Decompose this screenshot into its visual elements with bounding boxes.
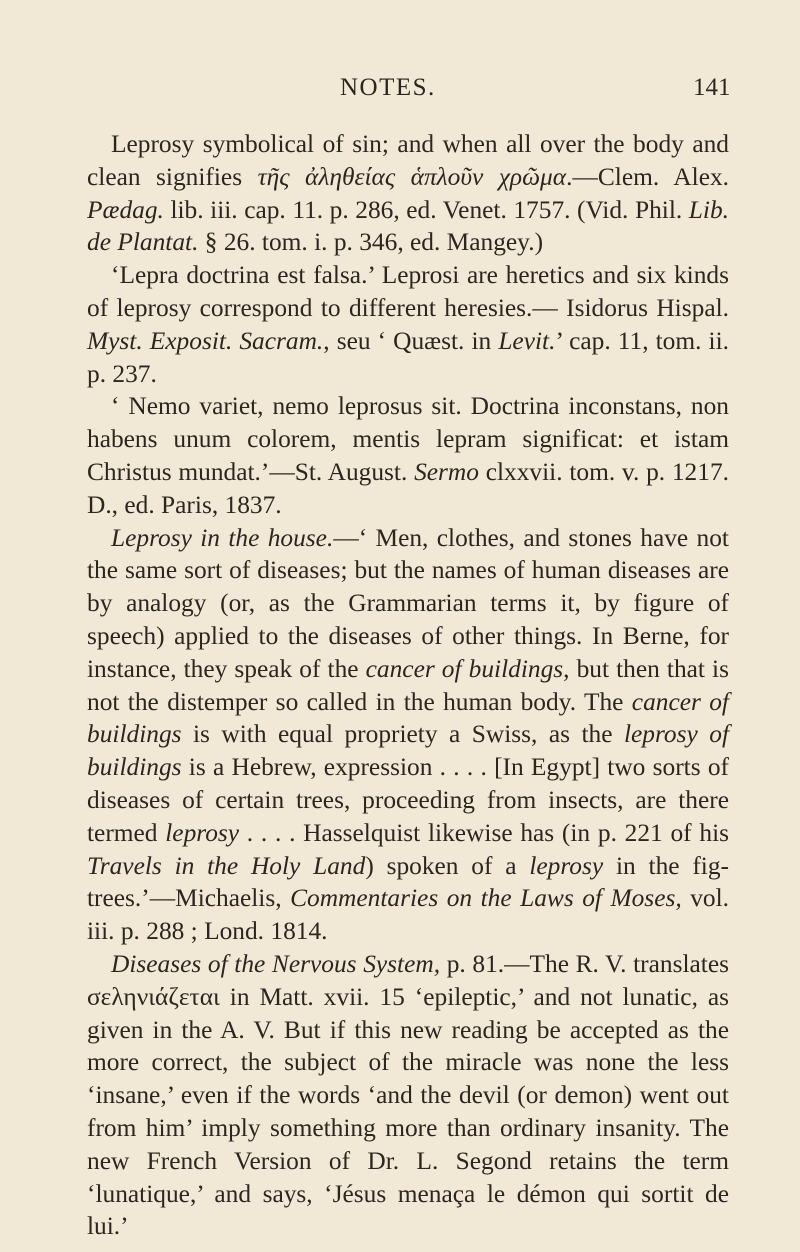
text-run: ‘Lepra doctrina est falsa.’ Leprosi are heretics and six kinds of leprosy correspond to different heresies.— Isidorus Hispal. [87, 261, 729, 322]
text-run: lib. iii. cap. 11. p. 286, ed. Venet. 1757. (Vid. Phil. [163, 195, 689, 224]
text-run: —‘ Men, clothes, and stones have not the same sort of diseases; but the names of human diseases are by analogy (or, as the Grammarian terms it, by figure of speech) applied to the diseases of other things. In Berne, for instance, they speak of the [87, 523, 729, 683]
text-run: is with equal propriety a Swiss, as the [181, 720, 624, 749]
note-paragraph [87, 522, 729, 948]
italic-text: leprosy [165, 818, 240, 847]
italic-text: Sermo [414, 457, 479, 486]
text-run: clxxvii. tom. v. p. 1217. D., ed. Paris, 1837. [87, 457, 729, 519]
text-run: is a Hebrew, expression . . . . [In Egypt] two sorts of diseases of certain trees, proceeding from insects, are there termed [87, 753, 729, 847]
page-header [0, 74, 800, 110]
italic-text: Travels in the Holy Land [87, 851, 366, 880]
italic-text: cancer of buildings [365, 654, 564, 683]
italic-text: Leprosy in the house. [111, 523, 334, 552]
text-run: vol. iii. p. 288 ; Lond. 1814. [87, 884, 729, 946]
note-paragraph [87, 390, 729, 521]
running-title: NOTES. [340, 74, 436, 101]
note-paragraph [87, 259, 729, 390]
text-run: .—Clem. Alex. [566, 162, 730, 191]
italic-text: Commentaries on the Laws of Moses, [290, 884, 682, 913]
text-run: ’ cap. 11, tom. ii. p. 237. [87, 326, 729, 388]
text-run: ) spoken of a [365, 851, 530, 880]
note-paragraph [87, 948, 729, 1243]
italic-text: Diseases of the Nervous System, [111, 949, 441, 978]
text-run: Leprosy symbolical of sin; and when all over the body and clean signifies [87, 130, 729, 191]
italic-text: Pædag. [87, 195, 164, 224]
text-run: ‘ Nemo variet, nemo leprosus sit. Doctrina inconstans, non habens unum colorem, mentis lepram significat: et istam Christus mundat.’—St. August. [87, 392, 729, 486]
italic-text: leprosy [529, 851, 604, 880]
italic-text: cancer of buildings [87, 687, 729, 749]
text-run: . . . . Hasselquist likewise has (in p. 221 of his [239, 818, 730, 847]
italic-text: Myst. Exposit. Sacram. [87, 326, 324, 355]
text-run: p. 81.—The R. V. translates σεληνιάζεται in Matt. xvii. 15 ‘epileptic,’ and not lunatic, as given in the A. V. But if this new reading be accepted as the more correct, the subject of the miracle was none the less ‘insane,’ even if the words ‘and the devil (or demon) went out from him’ imply something more than ordinary insanity. The new French Version of Dr. L. Segond retains the term ‘lunatique,’ and says, ‘Jésus menaça le démon qui sortit de lui.’ [87, 949, 729, 1241]
note-paragraph [87, 128, 729, 259]
notes-body [87, 128, 729, 1243]
text-run: § 26. tom. i. p. 346, ed. Mangey.) [198, 228, 544, 257]
text-run: , seu ‘ Quæst. in [323, 326, 499, 355]
italic-text: Lib. de Plantat. [87, 195, 729, 257]
italic-text: Levit. [498, 326, 556, 355]
italic-text: leprosy of buildings [87, 720, 729, 782]
italic-text: τῆς ἀληθείας ἁπλοῦν χρῶμα [257, 162, 567, 191]
page-number: 141 [693, 74, 731, 101]
text-run: , but then that is not the distemper so called in the human body. The [87, 654, 729, 716]
text-run: in the fig-trees.’—Michaelis, [87, 851, 729, 913]
